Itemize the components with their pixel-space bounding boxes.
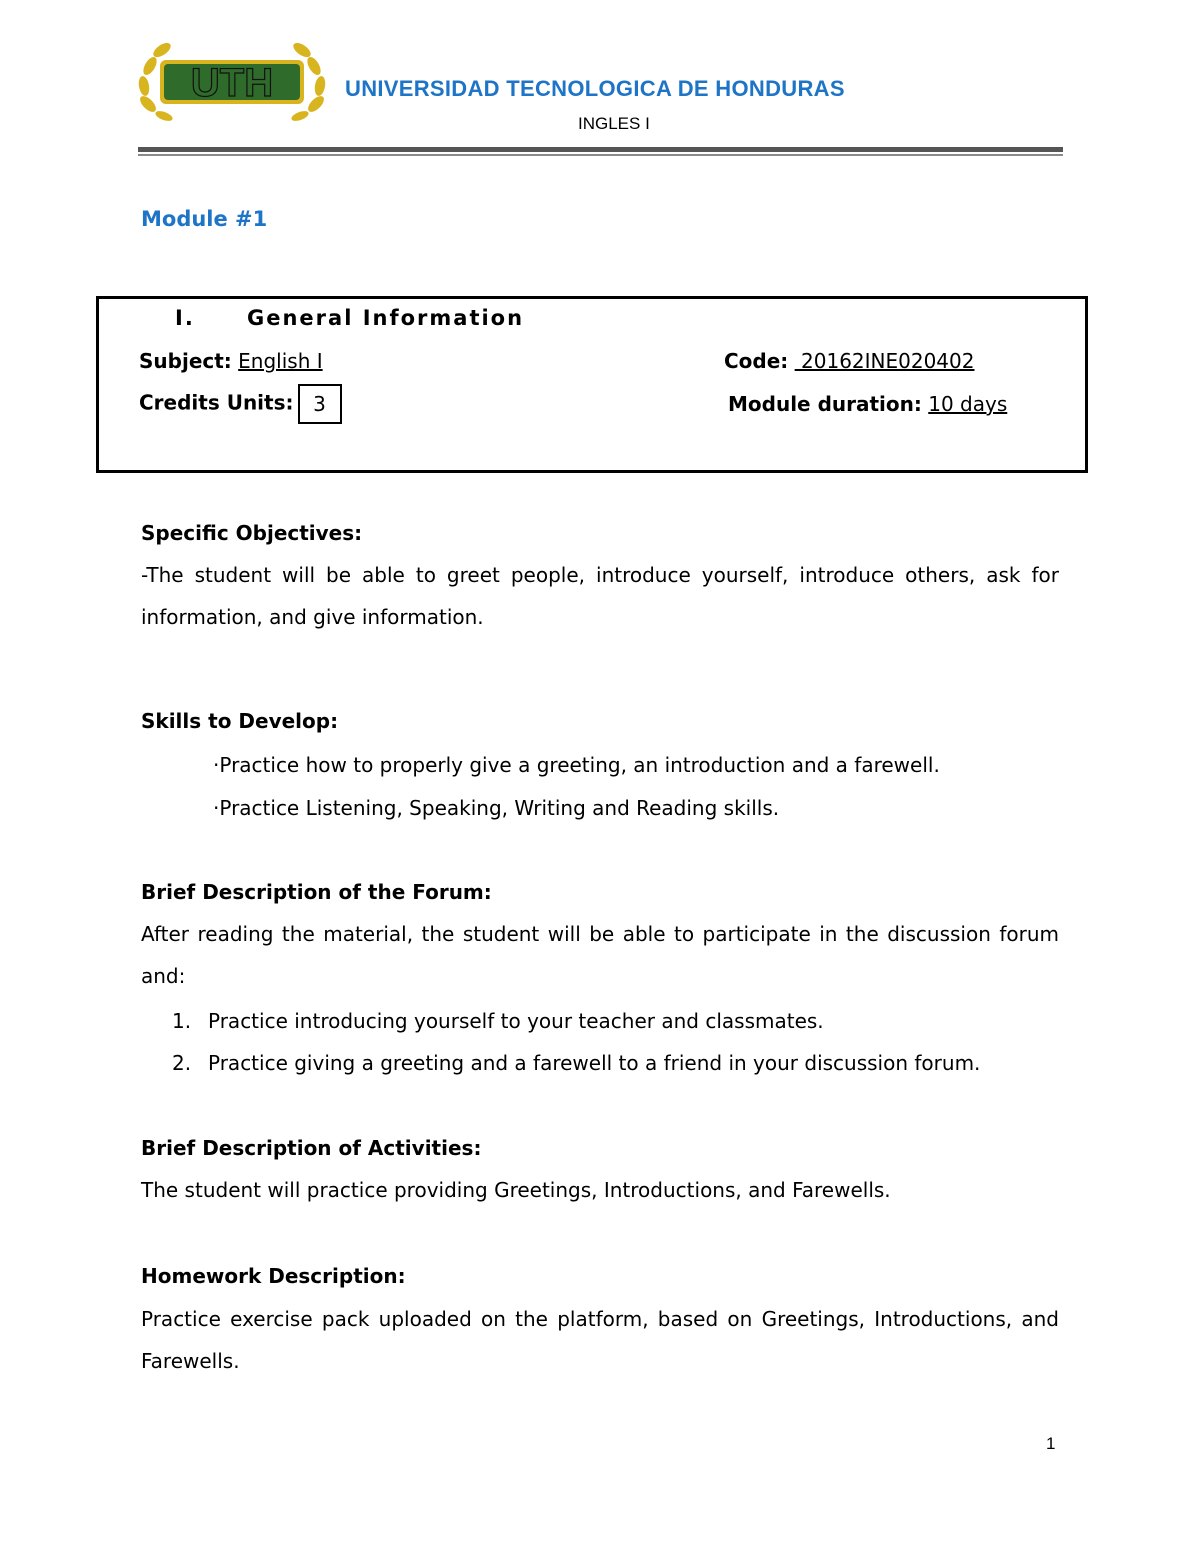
duration-label: Module duration: <box>728 392 922 416</box>
page-number: 1 <box>1046 1434 1056 1453</box>
subject-value: English I <box>238 349 323 373</box>
skill-item: ·Practice how to properly give a greeting, an introduction and a farewell. <box>213 753 940 777</box>
module-title: Module #1 <box>141 207 268 231</box>
homework-text: Practice exercise pack uploaded on the platform, based on Greetings, Introductions, and Farewells. <box>141 1307 1059 1373</box>
skills-heading: Skills to Develop: <box>141 709 339 733</box>
course-name: INGLES I <box>578 114 650 133</box>
activities-text: The student will practice providing Greetings, Introductions, and Farewells. <box>141 1178 891 1202</box>
forum-item-text: Practice introducing yourself to your teacher and classmates. <box>208 1009 824 1033</box>
header-divider <box>138 147 1063 152</box>
header-divider-thin <box>138 154 1063 156</box>
code-value: 20162INE020402 <box>794 349 975 373</box>
homework-heading: Homework Description: <box>141 1264 406 1288</box>
skill-item: ·Practice Listening, Speaking, Writing and Reading skills. <box>213 796 780 820</box>
forum-item <box>172 1009 824 1033</box>
forum-intro: After reading the material, the student will be able to participate in the discussion forum and: <box>141 922 1059 988</box>
objectives-text: -The student will be able to greet people, introduce yourself, introduce others, ask for information, and give information. <box>141 563 1059 629</box>
activities-heading: Brief Description of Activities: <box>141 1136 482 1160</box>
section-number: I. <box>175 306 195 330</box>
forum-item-number: 2. <box>172 1051 192 1075</box>
duration-row <box>728 392 1007 416</box>
subject-row <box>139 349 323 373</box>
general-info-heading <box>175 306 524 330</box>
university-name: UNIVERSIDAD TECNOLOGICA DE HONDURAS <box>345 76 845 101</box>
forum-item-number: 1. <box>172 1009 192 1033</box>
forum-item <box>172 1051 980 1075</box>
credits-row <box>139 384 342 424</box>
duration-value: 10 days <box>928 392 1008 416</box>
forum-heading: Brief Description of the Forum: <box>141 880 492 904</box>
code-row <box>724 349 974 373</box>
forum-item-text: Practice giving a greeting and a farewell to a friend in your discussion forum. <box>208 1051 981 1075</box>
objectives-heading: Specific Objectives: <box>141 521 363 545</box>
section-title: General Information <box>247 306 525 330</box>
subject-label: Subject: <box>139 349 232 373</box>
uth-logo <box>132 36 332 122</box>
credits-label: Credits Units: <box>139 390 294 415</box>
svg-text:UTH: UTH <box>190 61 274 105</box>
code-label: Code: <box>724 349 789 373</box>
credits-value: 3 <box>298 384 342 424</box>
